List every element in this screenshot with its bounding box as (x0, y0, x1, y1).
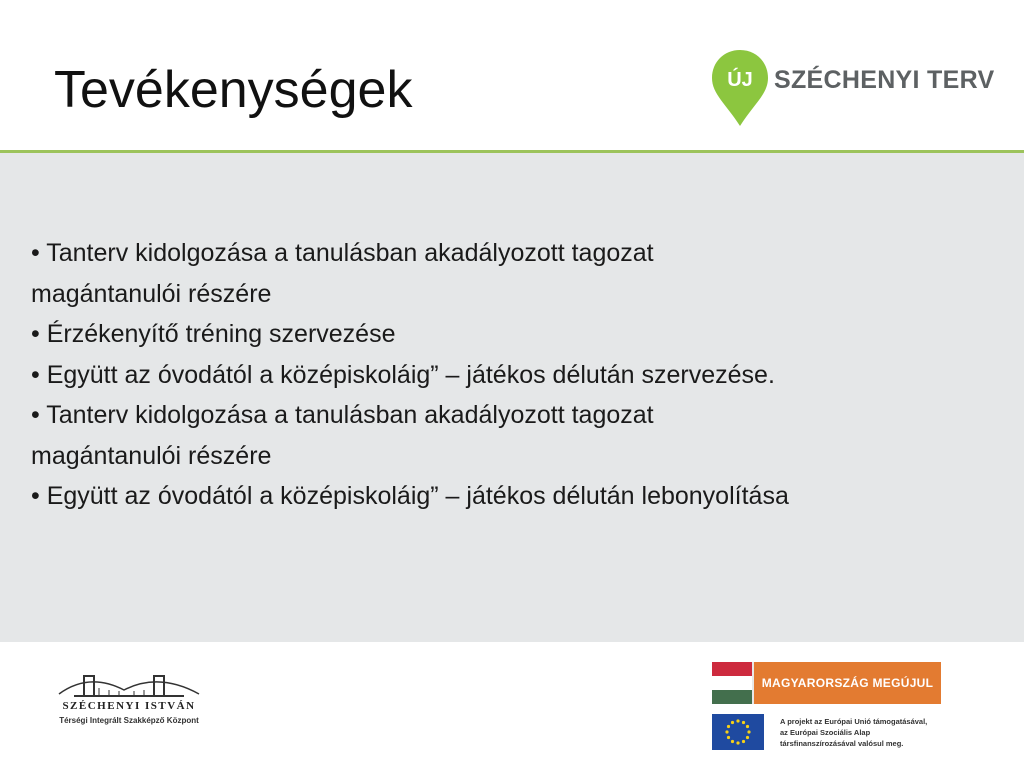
magyarorszag-megujul-badge (712, 662, 941, 704)
school-name: SZÉCHENYI ISTVÁN (62, 700, 196, 712)
szechenyi-terv-logo (710, 48, 995, 138)
bullet-item: • Tanterv kidolgozása a tanulásban akadályozott tagozat (31, 239, 654, 267)
bullet-marker: • (31, 401, 47, 429)
slide-title: Tevékenységek (54, 61, 413, 119)
szechenyi-istvan-logo (54, 664, 224, 734)
bullet-item: • Együtt az óvodától a középiskoláig” – játékos délután szervezése. (31, 360, 775, 389)
bullet-marker: • (31, 320, 47, 348)
chain-bridge-icon (54, 664, 204, 700)
content-area (0, 153, 1024, 642)
bullet-item-continuation: magántanulói részére (31, 441, 272, 470)
eu-flag-icon (712, 714, 764, 750)
location-pin-icon (710, 48, 770, 134)
bullet-marker: • (31, 360, 47, 389)
badge-text: MAGYARORSZÁG MEGÚJUL (754, 662, 941, 704)
bullet-item-continuation: magántanulói részére (31, 279, 272, 308)
bullet-marker: • (31, 482, 47, 510)
eu-funding-text: A projekt az Európai Unió támogatásával, az Európai Szociális Alap társfinanszírozásával valósul meg. (780, 717, 928, 748)
bullet-item: • Együtt az óvodától a középiskoláig” – játékos délután lebonyolítása (31, 482, 789, 510)
pin-text: ÚJ (727, 69, 753, 91)
bullet-item: • Tanterv kidolgozása a tanulásban akadályozott tagozat (31, 401, 654, 429)
school-subtitle: Térségi Integrált Szakképző Központ (59, 716, 199, 725)
brand-text: SZÉCHENYI TERV (774, 66, 995, 94)
hungarian-flag-icon (712, 662, 752, 704)
bullet-marker: • (31, 239, 47, 267)
bullet-item: • Érzékenyítő tréning szervezése (31, 320, 396, 348)
bullet-list (31, 233, 1006, 517)
